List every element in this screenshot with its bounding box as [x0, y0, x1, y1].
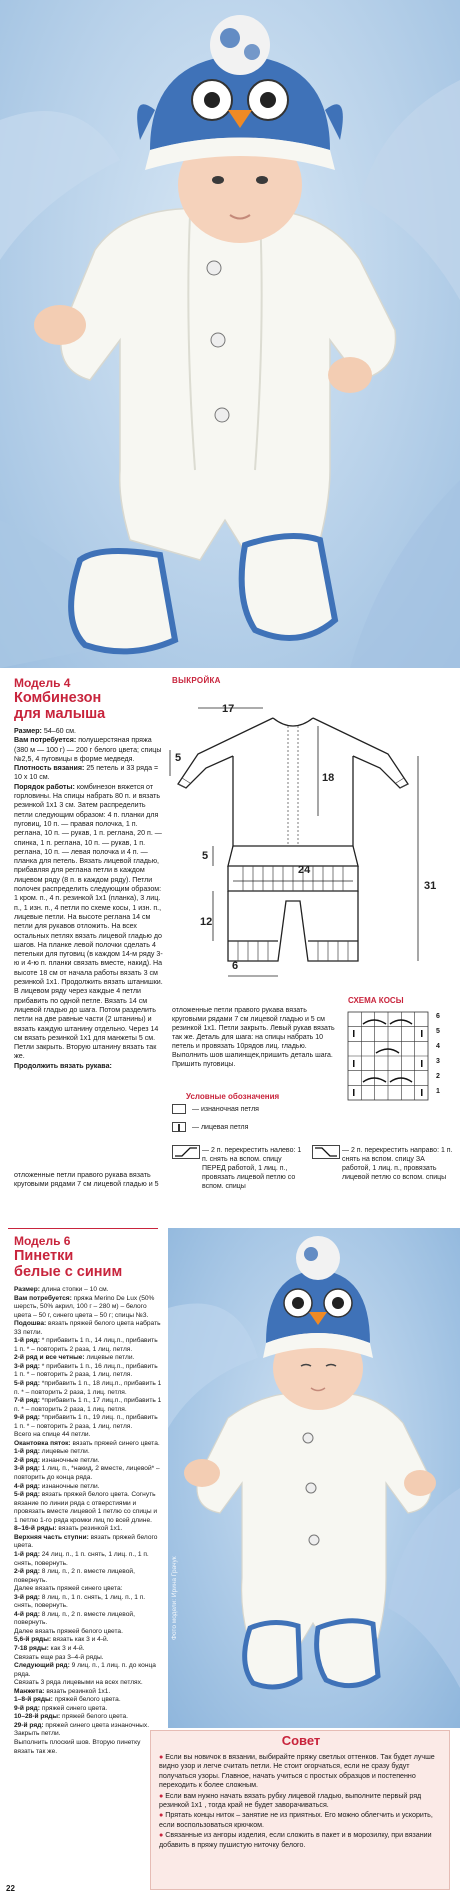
legend-purl: — изнаночная петля: [192, 1106, 259, 1113]
model4-title-line1: Комбинезон: [14, 690, 102, 706]
tip-item: ● Прятать концы ниток – занятие не из приятных. Его можно облегчить и ускорить, если воспользоваться крючком.: [159, 1811, 433, 1829]
model4-number: Модель 4: [14, 676, 71, 690]
model6-line: 2-й ряд: 8 лиц. п., 2 п. вместе лицевой, повернуть.: [14, 1568, 135, 1584]
legend-knit: — лицевая петля: [192, 1124, 249, 1131]
model6-line: Всего на спице 44 петли.: [14, 1431, 91, 1439]
model6-line: 29-й ряд: пряжей синего цвета изнаночных. Закрыть петли.: [14, 1721, 150, 1738]
model6-line: 5-й ряд: *прибавить 1 п., 18 лиц.п., прибавить 1 п. * – повторить 2 раза, 1 лиц. петля.: [14, 1380, 162, 1396]
dim-12: 12: [200, 916, 213, 928]
baby-owl-hat-illustration: [0, 0, 460, 668]
model4-heading: [14, 676, 105, 722]
dim-24: 24: [298, 864, 311, 876]
model6-line: Далее вязать пряжей синего цвета:: [14, 1585, 123, 1593]
kosa-row-3: 3: [436, 1058, 440, 1065]
model6-line: 5,6-й ряды: вязать как 3 и 4-й.: [14, 1636, 109, 1644]
model6-line: Окантовка пяток: вязать пряжей синего цвета.: [14, 1439, 160, 1447]
jumpsuit-pattern-diagram: [168, 686, 460, 986]
model6-line: 2-й ряд: изнаночные петли.: [14, 1456, 100, 1464]
dim-5-sleeve: 5: [175, 752, 182, 764]
cross-left-symbol: [172, 1145, 200, 1159]
kosa-title: СХЕМА КОСЫ: [348, 996, 404, 1005]
legend-cross-right: — 2 п. перекрестить направо: 1 п. снять на вспом. спицу ЗА работой, 1 лиц. п., провязать лицевой петлю со вспом. спицы: [342, 1147, 453, 1181]
model6-line: 1-й ряд: лицевые петли.: [14, 1448, 90, 1456]
model6-line: 4-й ряд: 8 лиц. п., 2 п. вместе лицевой, повернуть.: [14, 1610, 135, 1627]
model6-line: Выполнить плоский шов. Вторую пинетку вязать так же.: [14, 1738, 141, 1755]
cross-right-symbol: [312, 1145, 340, 1159]
model6-line: 10–28-й ряды: пряжей белого цвета.: [14, 1713, 128, 1721]
model6-line: 5-й ряд: вязать пряжей белого цвета. Согнуть вязание по линии ряда с отверстиями и провязать вместе лицевой 1 петлю со спицы и 1 петлю 1-го ряда кромки лиц по всей длине.: [14, 1491, 158, 1524]
model4-sleeves-left: [14, 1171, 164, 1190]
model4-sleeves-text: отложенные петли правого рукава вязать круговыми рядами 7 см лицевой гладью и 5 см резинкой 1х1. Петли закрыть. Левый рукав вязать так же. Деталь для шага: на спицы набрать 10 петель и провязать 10рядов лиц. гладью. Выполнить шов шапинщек,пришить деталь шага. Пришить пуговицы.: [172, 1007, 335, 1068]
tip-item: ● Связанные из ангоры изделия, если сложить в пакет и в морозилку, при вязании добавить в пряжу пушистую ниточку белого.: [159, 1831, 432, 1849]
tip-title: Совет: [281, 1733, 321, 1748]
model6-line: 4-й ряд: изнаночные петли.: [14, 1482, 100, 1490]
model6-line: Вам потребуется: пряжа Merino De Lux (50% шерсть, 50% акрил, 100 г – 280 м) – белого цвета – 50 г, синего цвета – 50 г; спицы №3.: [14, 1294, 155, 1319]
model6-line: Размер: длина стопки – 10 см.: [14, 1286, 109, 1293]
model6-line: 7-й ряд: *прибавить 1 п., 17 лиц.п., прибавить 1 п. * – повторить 2 раза, 1 лиц. петля.: [14, 1397, 162, 1413]
model6-line: Следующий ряд: 9 лиц. п., 1 лиц. п. до конца ряда.: [14, 1662, 156, 1678]
model6-line: 3-й ряд: 8 лиц. п., 1 п. снять, 1 лиц. п., 1 п. снять, повернуть.: [14, 1593, 146, 1610]
legend-cross-left: — 2 п. перекрестить налево: 1 п. снять на вспом. спицу ПЕРЕД работой, 1 лиц. п., провязать лицевой петлю со вспом. спицы: [202, 1147, 302, 1190]
legend-title: Условные обозначения: [186, 1092, 280, 1101]
model6-line: Далее вязать пряжей белого цвета.: [14, 1627, 123, 1635]
dim-5-waist: 5: [202, 850, 209, 862]
model6-line: 1-й ряд: * прибавить 1 п., 14 лиц.п., прибавить 1 п. * – повторить 2 раза, 1 лиц. петля.: [14, 1337, 158, 1353]
photo-credit: Фото модели: Ирина Грачук: [171, 1556, 178, 1640]
dim-6: 6: [232, 960, 239, 972]
model6-line: 9-й ряд: *прибавить 1 п., 19 лиц. п., прибавить 1 п. * – повторить 2 раза, 1 лиц. петля.: [14, 1414, 158, 1430]
model6-line: Подошва: вязать пряжей белого цвета набрать 33 петли.: [14, 1320, 161, 1336]
kosa-row-2: 2: [436, 1073, 440, 1080]
model6-line: 8–16-й ряды: вязать резинкой 1х1.: [14, 1525, 123, 1533]
cable-chart: [346, 1010, 430, 1102]
model6-line: 7-18 ряды: как 3 и 4-й.: [14, 1644, 85, 1652]
baby-photo-top: [0, 0, 460, 668]
baby-booties-illustration: [168, 1228, 460, 1728]
dim-18: 18: [322, 772, 335, 784]
model6-line: 3-й ряд: * прибавить 1 п., 16 лиц.п., прибавить 1 п. * – повторить 2 раза, 1 лиц. петля.: [14, 1362, 158, 1379]
model4-instructions: Размер: 54–60 см. Вам потребуется: полушерстяная пряжа (380 м — 100 г) — 200 г белого цвета; спицы №2,5, 4 пуговицы в форме медведя. Плотность вязания: 25 петель и 33 ряда = 10 х 10 см. Порядок работы: комбинезон вяжется от горловины. На спицы набрать 80 п. и вязать резинкой 1х1 3 см. Затем распределить петли следующим образом: 4 п. планки для пуговиц, 10 п. — правая полочка, 1 п. реглана, 10 п. — рукав, 1 п. реглана, 20 п. — спинка, 1 п. реглана, 10 п. — рукав, 1 п. реглана, 10 п. — левая полочка и 4 п. — планка для петель. Вязать лицевой гладью, прибавляя для реглана петли в каждом лицевом ряду (8 п. в каждом ряду). Петли полочек распределить следующим образом: 1 кром. п., 4 п. резинкой 1х1 (планка), 3 лиц. п., 1 изн. п., 4 петли по схеме косы, 1 изн. п., лицевые петли. На высоте реглана 14 см петли для рукавов отложить. На всех остальных петлях вязать лицевой гладью до шагов. На планке левой полочки сделать 4 петельки для пуговиц (в каждом 14-м ряду 3-ю и 4-ю п. планки связать вместе, накид). На высоте 18 см от начала работы вязать 3 см резинкой 1х1. Продолжить вязать штанишки. В лицевом ряду через каждые 4 петли прибавить по одной петле. Вязать 14 см лицевой гладью до шага. Потом разделить петли на две равные части (2 штанины) и вязать каждую штанину отдельно. Через 14 см вязать резинкой 1х1 для манжеты 5 см. Петли закрыть. Вторую штанину вязать так же. Продолжить вязать рукава:: [14, 727, 163, 1070]
kosa-row-4: 4: [436, 1043, 440, 1050]
tip-item: ● Если вы новичок в вязании, выбирайте пряжу светлых оттенков. Так будет лучше видно узор и легче считать петли. Не стоит огорчаться, если не сразу будут получаться узоры. Главное, начать учиться с простых образцов и постепенно переходить к более сложным.: [159, 1753, 435, 1790]
model6-title-line2: белые с синим: [14, 1264, 123, 1280]
knit-symbol: [172, 1122, 186, 1132]
model6-line: 1-й ряд: 24 лиц. п., 1 п. снять, 1 лиц. п., 1 п. снять, повернуть.: [14, 1550, 149, 1567]
model6-number: Модель 6: [14, 1234, 71, 1248]
model6-line: Связать еще раз 3–4-й ряды.: [14, 1653, 104, 1661]
model6-line: Связать 3 ряда лицевыми на всех петлях.: [14, 1679, 143, 1687]
tip-body: [159, 1753, 445, 1851]
model4-sleeves-text-start: отложенные петли правого рукава вязать круговыми рядами 7 см лицевой гладью и 5: [14, 1171, 159, 1189]
model6-line: 3-й ряд: 1 лиц. п., *накид, 2 вместе, лицевой* – повторить до конца ряда.: [14, 1465, 160, 1482]
dim-31: 31: [424, 880, 437, 892]
tip-box: [150, 1730, 450, 1890]
model6-line: Верхняя часть ступни: вязать пряжей белого цвета.: [14, 1533, 158, 1550]
model6-line: 9-й ряд: пряжей синего цвета.: [14, 1704, 108, 1712]
kosa-row-6: 6: [436, 1013, 440, 1020]
model6-line: Манжета: вязать резинкой 1х1.: [14, 1687, 111, 1695]
kosa-row-1: 1: [436, 1088, 440, 1095]
model6-line: 1–8-й ряды: пряжей белого цвета.: [14, 1696, 121, 1704]
pattern-title: ВЫКРОЙКА: [172, 676, 221, 685]
model4-title-line2: для малыша: [14, 706, 106, 722]
dim-17: 17: [222, 703, 235, 715]
model6-heading: [14, 1234, 122, 1280]
section-divider: [8, 1228, 158, 1229]
model6-line: 2-й ряд и все четные: лицевые петли.: [14, 1354, 135, 1362]
page-number: 22: [6, 1884, 15, 1893]
model6-instructions: [14, 1286, 162, 1756]
baby-photo-bottom: [168, 1228, 460, 1728]
tip-item: ● Если вам нужно начать вязать рубку лицевой гладью, выполните первый ряд резинкой 1х1 , тогда край не будет заворачиваться.: [159, 1791, 422, 1810]
purl-symbol: [172, 1104, 186, 1114]
kosa-row-5: 5: [436, 1028, 440, 1035]
model6-title-line1: Пинетки: [14, 1248, 74, 1264]
